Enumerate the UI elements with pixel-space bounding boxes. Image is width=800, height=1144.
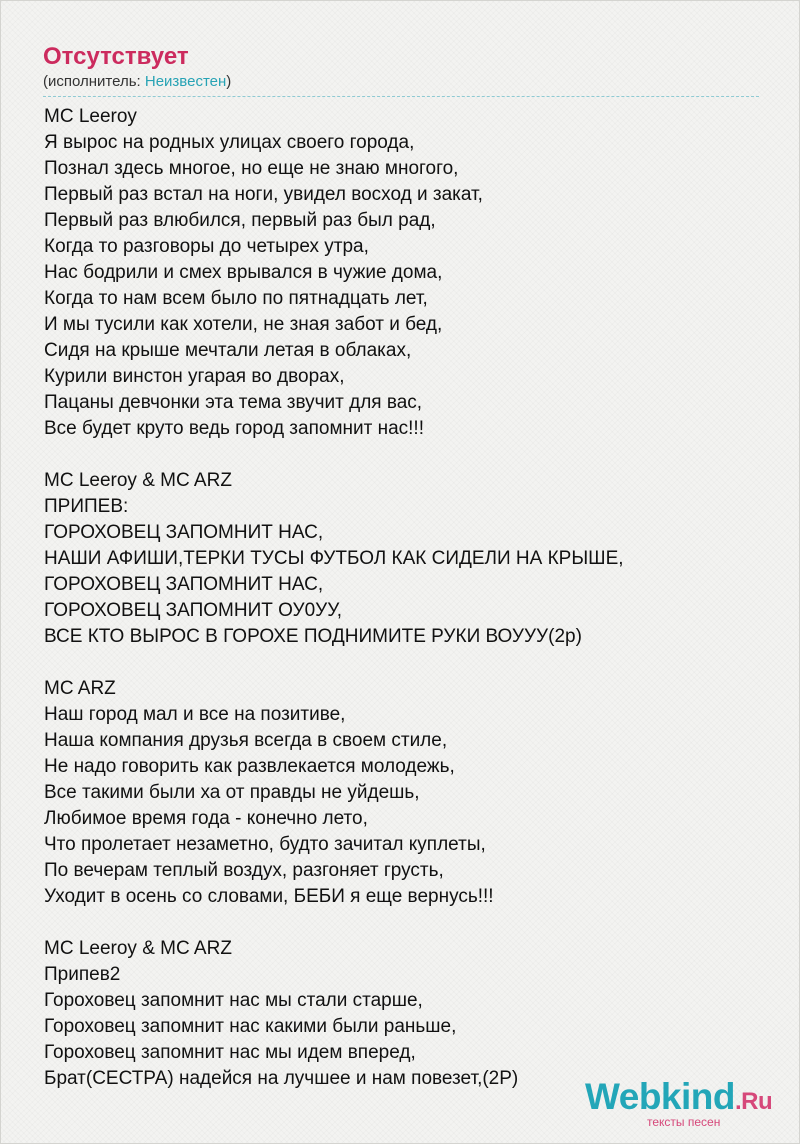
artist-link[interactable]: Неизвестен: [144, 73, 227, 90]
lyrics-line: MC Leeroy & MC ARZ: [44, 938, 232, 959]
logo-main-text: Webkind: [585, 1076, 735, 1117]
webkind-logo[interactable]: [585, 1075, 781, 1131]
lyrics-line: Познал здесь многое, но еще не знаю многого,: [44, 158, 459, 179]
lyrics-line: Первый раз влюбился, первый раз был рад,: [44, 210, 436, 231]
lyrics-stanza: [44, 468, 774, 650]
logo-suffix: .Ru: [735, 1088, 773, 1115]
header-divider: [43, 96, 759, 97]
lyrics-line: MC ARZ: [44, 678, 116, 699]
lyrics-line: Гороховец запомнит нас мы идем вперед,: [44, 1042, 416, 1063]
lyrics-line: MC Leeroy & MC ARZ: [44, 470, 232, 491]
lyrics-line: Наша компания друзья всегда в своем стиле,: [44, 730, 448, 751]
lyrics-stanza: [44, 676, 774, 910]
lyrics-line: Гороховец запомнит нас какими были раньше,: [44, 1016, 457, 1037]
lyrics-line: Все такими были ха от правды не уйдешь,: [44, 782, 420, 803]
lyrics-line: Наш город мал и все на позитиве,: [44, 704, 346, 725]
song-title: Отсутствует: [43, 43, 189, 70]
lyrics-stanza: [44, 104, 774, 442]
lyrics-line: НАШИ АФИШИ,ТЕРКИ ТУСЫ ФУТБОЛ КАК СИДЕЛИ НА КРЫШЕ,: [44, 548, 624, 569]
lyrics-line: Все будет круто ведь город запомнит нас!!!: [44, 418, 424, 439]
lyrics-line: Первый раз встал на ноги, увидел восход и закат,: [44, 184, 483, 205]
lyrics-line: Уходит в осень со словами, БЕБИ я еще вернусь!!!: [44, 886, 494, 907]
lyrics-line: ВСЕ КТО ВЫРОС В ГОРОХЕ ПОДНИМИТЕ РУКИ ВОУУУ(2р): [44, 626, 582, 647]
lyrics-line: ПРИПЕВ:: [44, 496, 129, 517]
logo-tagline: тексты песен: [647, 1115, 721, 1129]
lyrics-line: Курили винстон угарая во дворах,: [44, 366, 345, 387]
lyrics-line: Когда то нам всем было по пятнадцать лет,: [44, 288, 428, 309]
lyrics-line: Нас бодрили и смех врывался в чужие дома,: [44, 262, 443, 283]
lyrics-line: Что пролетает незаметно, будто зачитал куплеты,: [44, 834, 486, 855]
song-header: [43, 43, 759, 92]
lyrics-line: ГОРОХОВЕЦ ЗАПОМНИТ НАС,: [44, 522, 324, 543]
lyrics-line: Припев2: [44, 964, 121, 985]
lyrics-line: Не надо говорить как развлекается молодежь,: [44, 756, 455, 777]
lyrics-line: MC Leeroy: [44, 106, 137, 127]
artist-line: [43, 72, 759, 92]
lyrics-line: Сидя на крыше мечтали летая в облаках,: [44, 340, 412, 361]
lyrics-line: И мы тусили как хотели, не зная забот и бед,: [44, 314, 443, 335]
lyrics-line: Гороховец запомнит нас мы стали старше,: [44, 990, 423, 1011]
artist-suffix: ): [226, 73, 232, 90]
lyrics-text: [44, 104, 774, 1118]
lyrics-line: Пацаны девчонки эта тема звучит для вас,: [44, 392, 423, 413]
lyrics-line: Когда то разговоры до четырех утра,: [44, 236, 369, 257]
lyrics-line: ГОРОХОВЕЦ ЗАПОМНИТ НАС,: [44, 574, 324, 595]
lyrics-line: ГОРОХОВЕЦ ЗАПОМНИТ ОУ0УУ,: [44, 600, 343, 621]
lyrics-line: Любимое время года - конечно лето,: [44, 808, 368, 829]
lyrics-line: По вечерам теплый воздух, разгоняет грусть,: [44, 860, 444, 881]
lyrics-line: Брат(СЕСТРА) надейся на лучшее и нам повезет,(2Р): [44, 1068, 519, 1089]
lyrics-line: Я вырос на родных улицах своего города,: [44, 132, 415, 153]
lyrics-stanza: [44, 936, 774, 1092]
artist-prefix: (исполнитель:: [43, 73, 145, 90]
